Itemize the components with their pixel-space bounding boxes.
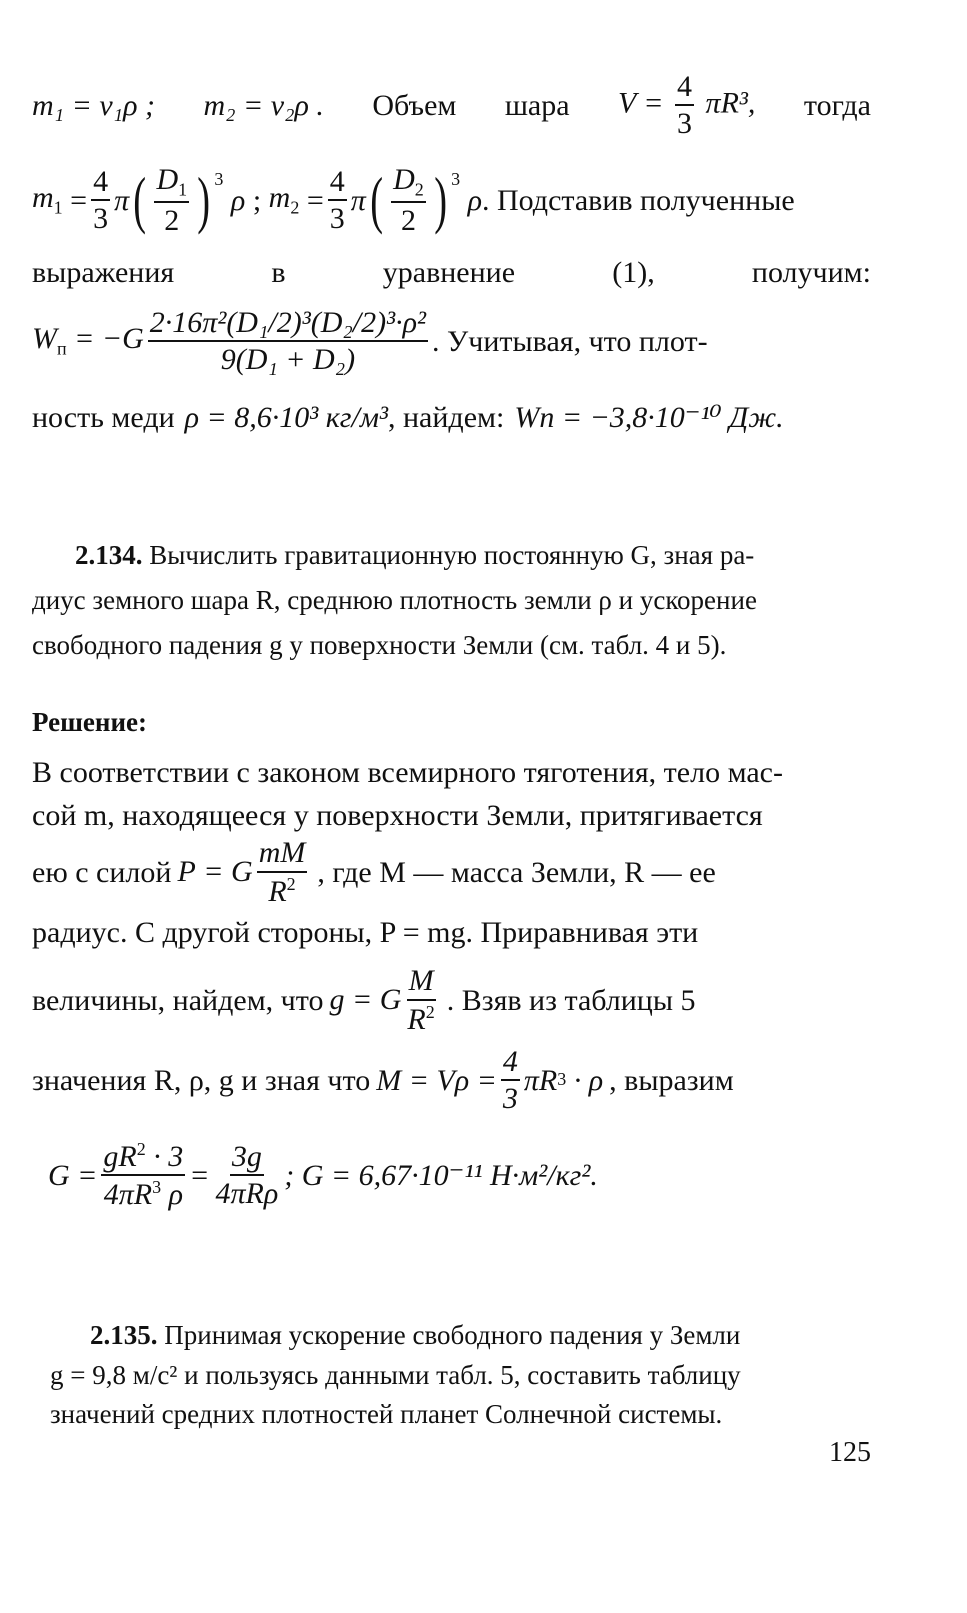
word-togda: тогда <box>803 88 871 122</box>
volume-lhs: V = <box>618 85 664 119</box>
formula-density: ρ = 8,6·10³ кг/м³ <box>184 401 388 434</box>
formula-mass: M = Vρ = $\frac{4}{3}$ πR 3 · ρ <box>376 1044 604 1115</box>
problem-134-number: 2.134. <box>75 540 143 571</box>
formula-W-result: Wп = −3,8·10⁻¹⁰ Дж. <box>514 401 784 434</box>
formula-m2: m₂ = v₂ρ . <box>203 88 324 122</box>
prev-line-2 <box>32 160 871 240</box>
solution-text-1: В соответствии с законом всемирного тяготения, тело мас- <box>32 755 783 789</box>
solution-text-3b: , где M — масса Земли, R — ее <box>317 855 716 889</box>
problem-135-number: 2.135. <box>90 1320 158 1351</box>
solution-heading-text: Решение: <box>32 707 147 738</box>
prev-line-4-text: . Учитывая, что плот- <box>432 324 708 358</box>
prev-line-5-a: ность меди <box>32 401 175 434</box>
formula-gravity-force: P = G $\frac{mM}{R^2}$ <box>177 836 306 908</box>
word-1: выражения <box>32 255 175 289</box>
prev-line-3 <box>32 252 871 292</box>
word-3: уравнение <box>382 255 516 289</box>
prev-line-5 <box>32 395 871 440</box>
prev-line-1 <box>32 70 871 140</box>
solution-text-6a: значения R, ρ, g и зная что <box>32 1063 371 1097</box>
word-4: (1), <box>612 255 655 289</box>
problem-134-line-2 <box>32 583 871 619</box>
word-shara: шара <box>504 88 570 122</box>
problem-135-text-1: Принимая ускорение свободного падения у Земли <box>164 1320 741 1351</box>
solution-line-5 <box>32 960 871 1040</box>
page-number: 125 <box>829 1437 871 1468</box>
formula-G-result: ; G = 6,67·10⁻¹¹ Н·м²/кг². <box>284 1158 598 1192</box>
volume-rhs: πR³, <box>705 85 756 119</box>
formula-W-numerator: 2·16π²(D₁/2)³(D₂/2)³·ρ² <box>148 307 428 343</box>
problem-134-text-2: диус земного шара R, среднюю плотность земли ρ и ускорение <box>32 585 757 616</box>
formula-volume <box>618 71 755 140</box>
formula-W-lhs: $W_п = -G$ <box>32 322 144 359</box>
solution-line-4 <box>32 912 871 952</box>
problem-135-line-3 <box>50 1397 871 1433</box>
solution-text-2: сой m, находящееся у поверхности Земли, притягивается <box>32 798 763 832</box>
word-2: в <box>271 255 286 289</box>
problem-135-text-2: g = 9,8 м/с² и пользуясь данными табл. 5, составить таблицу <box>50 1360 741 1391</box>
formula-m1-expanded: $m_1$ = $\frac{4}{3}$ π ( $\frac{D_1}{2}$ ) 3 ρ ; $m_2$ = $\frac{4}{3}$ π ( $\frac{D_2}{2}$ ) 3 ρ <box>32 162 482 237</box>
formula-G: G = $\frac{gR^2 \cdot 3}{4\pi R^3 \rho}$ = $\frac{3g}{\text{4πRρ}}$ <box>48 1138 279 1211</box>
solution-text-6b: , выразим <box>609 1063 734 1097</box>
prev-line-5-b: , найдем: <box>388 401 505 434</box>
problem-134-text-3: свободного падения g у поверхности Земли (см. табл. 4 и 5). <box>32 630 727 661</box>
problem-135-line-2 <box>50 1358 871 1394</box>
prev-line-2-text: . Подставив полученные <box>482 183 795 217</box>
solution-line-1 <box>32 752 871 792</box>
word-5: получим: <box>751 255 871 289</box>
solution-text-3a: ею с силой <box>32 855 172 889</box>
solution-text-4: радиус. С другой стороны, P = mg. Приравнивая эти <box>32 915 699 949</box>
solution-heading <box>32 705 871 741</box>
problem-135-text-3: значений средних плотностей планет Солнечной системы. <box>50 1399 723 1430</box>
formula-W-fraction <box>148 307 428 376</box>
problem-135-line-1 <box>90 1318 871 1354</box>
solution-text-5b: . Взяв из таблицы 5 <box>446 983 696 1017</box>
problem-134-line-1 <box>75 538 871 574</box>
formula-W-denominator: 9(D₁ + D₂) <box>220 343 356 376</box>
solution-line-7 <box>48 1130 871 1220</box>
solution-line-6 <box>32 1040 871 1120</box>
formula-g: g = G $\frac{M}{R^2}$ <box>329 964 435 1036</box>
word-obem: Объем <box>372 88 457 122</box>
solution-line-3 <box>32 832 871 912</box>
fraction-4-3: $\frac{4}{3}$ <box>677 69 693 140</box>
solution-line-2 <box>32 795 871 835</box>
formula-m1: m₁ = v₁ρ ; <box>32 88 155 122</box>
solution-text-5a: величины, найдем, что <box>32 983 324 1017</box>
prev-line-4 <box>32 296 871 386</box>
problem-134-text-1: Вычислить гравитационную постоянную G, зная ра- <box>149 540 755 571</box>
problem-134-line-3 <box>32 628 871 664</box>
